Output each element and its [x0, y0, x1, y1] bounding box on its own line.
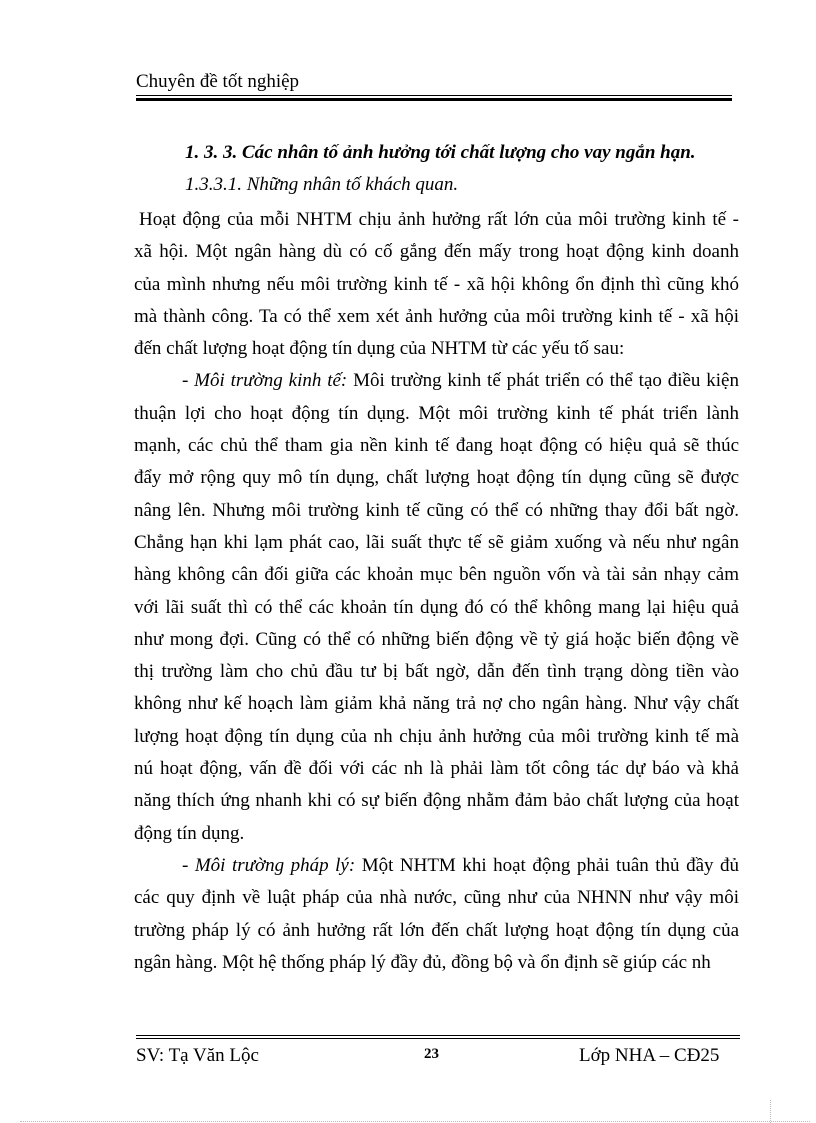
text-line: lượng hoạt động tín dụng của nh chịu ảnh hưởng của môi trường kinh tế mà [134, 725, 739, 747]
header-rule-thick [136, 98, 732, 101]
page-number: 23 [424, 1046, 439, 1062]
header-rule-thin [136, 95, 732, 96]
text-line: nú hoạt động, vấn đề đối với các nh là phải làm tốt công tác dự báo và khả [134, 758, 739, 780]
text-line: xã hội. Một ngân hàng dù có cố gắng đến mấy trong hoạt động kinh doanh [134, 241, 739, 263]
paragraph-legal-first-line [134, 850, 739, 882]
text-span: Một NHTM khi hoạt động phải tuân thủ đầy đủ [361, 854, 740, 876]
text-line: với lãi suất thì có thể các khoản tín dụng đó có thể không mang lại hiệu quả [134, 596, 739, 618]
footer-class-name: Lớp NHA – CĐ25 [579, 1045, 720, 1066]
text-line: Chẳng hạn khi lạm phát cao, lãi suất thực tế sẽ giảm xuống và nếu như ngân [134, 531, 739, 553]
section-heading: 1. 3. 3. Các nhân tố ảnh hưởng tới chất lượng cho vay ngắn hạn. [185, 142, 696, 163]
legal-environment-label: - Môi trường pháp lý: [182, 854, 356, 876]
text-line: mà thành công. Ta có thể xem xét ảnh hưởng của môi trường kinh tế - xã hội [134, 305, 739, 327]
header-title: Chuyên đề tốt nghiệp [136, 71, 300, 92]
text-line: thị trường làm cho chủ đầu tư bị bất ngờ, dẫn đến tình trạng dòng tiền vào [134, 661, 739, 683]
text-span: Môi trường kinh tế phát triển có thể tạo điều kiện [353, 370, 739, 392]
paragraph-economic-first-line [134, 365, 739, 397]
text-line: thuận lợi cho hoạt động tín dụng. Một môi trường kinh tế phát triển lành [134, 402, 739, 424]
text-line: nâng lên. Nhưng môi trường kinh tế cũng có thể có những thay đổi bất ngờ. [134, 499, 739, 521]
text-line: trường pháp lý có ảnh hưởng rất lớn đến chất lượng hoạt động tín dụng của [134, 919, 739, 941]
footer-rule-top [136, 1035, 740, 1036]
body-text [134, 204, 739, 979]
footer-student-name: SV: Tạ Văn Lộc [136, 1045, 259, 1066]
text-line: không như kế hoạch làm giảm khả năng trả nợ cho ngân hàng. Như vậy chất [134, 693, 739, 715]
text-line: đến chất lượng hoạt động tín dụng của NHTM từ các yếu tố sau: [134, 338, 625, 360]
text-line: đẩy mở rộng quy mô tín dụng, chất lượng hoạt động tín dụng cũng sẽ được [134, 467, 739, 489]
text-line: ngân hàng. Một hệ thống pháp lý đầy đủ, đồng bộ và ổn định sẽ giúp các nh [134, 951, 711, 973]
page-corner-dotted-line [770, 1100, 771, 1123]
text-line: mạnh, các chủ thể tham gia nền kinh tế đang hoạt động có hiệu quả sẽ thúc [134, 435, 739, 457]
footer-rule-bottom [136, 1038, 740, 1039]
text-line: hàng không cân đối giữa các khoản mục bên nguồn vốn và tài sản nhạy cảm [134, 564, 739, 586]
subsection-heading: 1.3.3.1. Những nhân tố khách quan. [185, 174, 459, 195]
text-line: động tín dụng. [134, 822, 245, 844]
economic-environment-label: - Môi trường kinh tế: [182, 370, 348, 392]
text-line: như mong đợi. Cũng có thể có những biến động về tỷ giá hoặc biến động về [134, 628, 739, 650]
text-line: các quy định về luật pháp của nhà nước, cũng như của NHNN như vậy môi [134, 887, 739, 909]
text-line: của mình nhưng nếu môi trường kinh tế - xã hội không ổn định thì cũng khó [134, 273, 739, 295]
page-boundary-dotted-line [20, 1121, 810, 1122]
text-line: Hoạt động của mỗi NHTM chịu ảnh hưởng rất lớn của môi trường kinh tế - [139, 209, 739, 230]
text-line: năng thích ứng nhanh khi có sự biến động nhằm đảm bảo chất lượng của hoạt [134, 790, 739, 812]
